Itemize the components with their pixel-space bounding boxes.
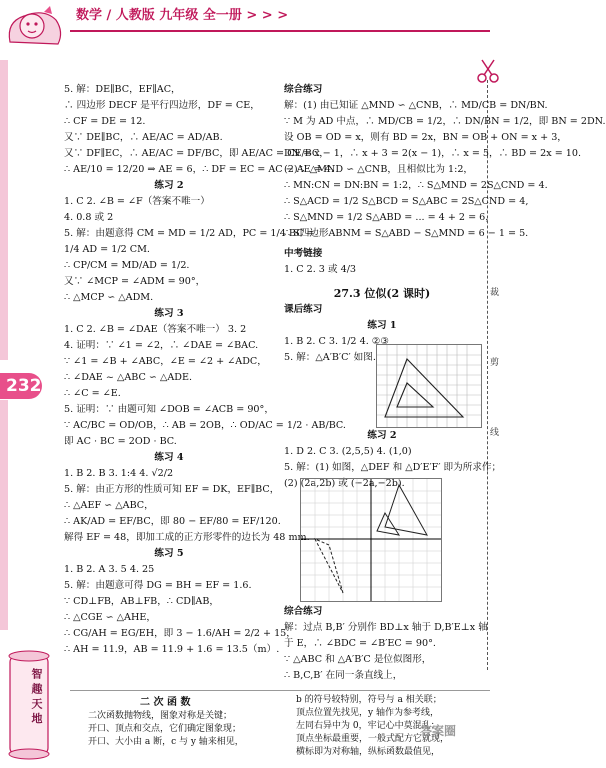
text-line: 1. C 2. 3 或 4/3 — [284, 264, 357, 275]
text-line: 4. 证明：∵ ∠1 = ∠2，∴ ∠DAE = ∠BAC. — [64, 340, 259, 351]
text-line: ∴ ∠C = ∠E. — [64, 388, 121, 399]
text-line: 4. 0.8 或 2 — [64, 212, 114, 223]
cut-line — [487, 80, 488, 670]
text-line: ∵ CD⊥FB，AB⊥FB，∴ CD∥AB， — [64, 596, 219, 607]
text-line: 1. B 2. B 3. 1:4 4. √2/2 — [64, 468, 174, 479]
text-line: ∴ AK/AD = EF/BC，即 80 − EF/80 = EF/120. — [64, 516, 281, 527]
page-number: 232 — [0, 373, 42, 399]
text-line: 设 OB = OD = x，则有 BD = 2x，BN = OB + ON = x + 3， — [284, 132, 567, 143]
footer-line: 开口、大小由 a 断，c 与 y 轴来相见， — [88, 737, 244, 747]
footer-line: 横标即为对称轴，纵标函数最值见， — [296, 747, 441, 757]
text-line: 1/4 AD = 1/2 CM. — [64, 244, 150, 255]
scroll-text: 智 趣 天 地 — [30, 668, 43, 724]
text-line: DN = x − 1，∴ x + 3 = 2(x − 1)，∴ x = 5，∴ BD = 2x = 10. — [284, 148, 582, 159]
text-line: 1. B 2. C 3. 1/2 4. ②③ — [284, 336, 389, 347]
right-column-bottom — [284, 604, 488, 684]
text-line: 解：(1) 由已知证 △MND ∽ △CNB，∴ MD/CB = DN/BN. — [284, 100, 548, 111]
text-line: 1. B 2. A 3. 5 4. 25 — [64, 564, 155, 575]
footer-separator — [70, 690, 490, 691]
text-line: 5. 解：△A′B′C′ 如图. — [284, 352, 376, 363]
text-line: 5. 解：由题意可得 DG = BH = EF = 1.6. — [64, 580, 252, 591]
footer-line: 左同右异中为 0，牢记心中莫混乱； — [296, 721, 440, 731]
text-line: ∴ ∠DAE ~ △ABC ∽ △ADE. — [64, 372, 193, 383]
side-decoration-bottom — [0, 400, 8, 630]
scissors-icon — [477, 58, 499, 84]
text-line: (2) (2a,2b) 或 (−2a,−2b). — [284, 478, 405, 489]
section-heading: 练习 5 — [154, 548, 184, 559]
text-line: 于 E，∴ ∠BDC = ∠B′EC = 90°. — [284, 638, 436, 649]
footer-line: 顶点位置先找见，y 轴作为参考线， — [296, 708, 439, 718]
text-line: 1. C 2. ∠B = ∠DAE（答案不唯一） 3. 2 — [64, 324, 247, 335]
side-decoration-top — [0, 60, 8, 360]
text-line: ∴ AH = 11.9，AB = 11.9 + 1.6 = 13.5（m）. — [64, 644, 280, 655]
figure-grid-1 — [376, 344, 482, 428]
side-label-line: 线 — [490, 428, 500, 438]
footer-line: b 的符号较特别，符号与 a 相关联； — [296, 695, 442, 705]
section-heading: 练习 2 — [154, 180, 184, 191]
text-line: 又∵ DE∥BC，∴ AE/AC = AD/AB. — [64, 132, 223, 143]
text-line: ∵ M 为 AD 中点，∴ MD/CB = 1/2，∴ DN/BN = 1/2，即 BN = 2DN. — [284, 116, 606, 127]
side-label-scissors: 剪 — [490, 358, 500, 368]
text-line: 1. D 2. C 3. (2,5,5) 4. (1,0) — [284, 446, 412, 457]
text-line: ∴ CP/CM = MD/AD = 1/2. — [64, 260, 190, 271]
side-label-cut: 裁 — [490, 288, 500, 298]
section-heading: 练习 1 — [367, 320, 397, 331]
text-line: 又∵ DF∥EC，∴ AE/AC = DF/BC，即 AE/AC = CE/BC， — [64, 148, 329, 159]
text-line: ∴ △MCP ∽ △ADM. — [64, 292, 154, 303]
text-line: ∴ S△MND = 1/2 S△ABD = ... = 4 + 2 = 6， — [284, 212, 495, 223]
text-line: ∴ △AEF ∽ △ABC， — [64, 500, 154, 511]
text-line: ∴ MN:CN = DN:BN = 1:2，∴ S△MND = 2S△CND = 4. — [284, 180, 548, 191]
footer-line: 开口、顶点和交点，它们确定图象现； — [88, 724, 242, 734]
text-line: ∴ CF = DE = 12. — [64, 116, 146, 127]
section-heading: 综合练习 — [284, 606, 323, 617]
footer-title: 二 次 函 数 — [140, 697, 191, 708]
text-line: 又∵ ∠MCP = ∠ADM = 90°， — [64, 276, 206, 287]
section-heading: 课后练习 — [284, 304, 323, 315]
text-line: 5. 解：DE∥BC，EF∥AC， — [64, 84, 181, 95]
section-heading: 练习 2 — [367, 430, 397, 441]
header-rule — [70, 30, 490, 32]
section-heading: 中考链接 — [284, 248, 323, 259]
text-line: ∴ 四边形 DECF 是平行四边形，DF = CE， — [64, 100, 260, 111]
text-line: ∴ S四边形ABNM = S△ABD − S△MND = 6 − 1 = 5. — [284, 228, 529, 239]
right-column-top — [284, 82, 606, 242]
text-line: ∴ B,C,B′ 在同一条直线上， — [284, 670, 403, 681]
text-line: ∵ ∠1 = ∠B + ∠ABC，∠E = ∠2 + ∠ADC， — [64, 356, 267, 367]
text-line: 解：过点 B,B′ 分别作 BD⊥x 轴于 D,B′E⊥x 轴 — [284, 622, 488, 633]
text-line: 即 AC · BC = 2OD · BC. — [64, 436, 177, 447]
text-line: (2) ∵ △MND ∽ △CNB，且相似比为 1:2， — [284, 164, 474, 175]
text-line: ∵ △ABC 和 △A′B′C 是位似图形， — [284, 654, 432, 665]
section-heading: 综合练习 — [284, 84, 323, 95]
mascot-illustration — [4, 2, 66, 54]
text-line: ∴ AE/10 = 12/20 ⇒ AE = 6，∴ DF = EC = AC − AE = 4. — [64, 164, 334, 175]
section-heading: 练习 3 — [154, 308, 184, 319]
text-line: 5. 解：由正方形的性质可知 EF = DK，EF∥BC， — [64, 484, 280, 495]
text-line: 5. 解：由题意得 CM = MD = 1/2 AD，PC = 1/4 BC = — [64, 228, 315, 239]
text-line: 5. 解：(1) 如图，△DEF 和 △D′E′F′ 即为所求作； — [284, 462, 502, 473]
footer-line: 二次函数抛物线，图象对称是关键； — [88, 711, 233, 721]
section-heading: 练习 4 — [154, 452, 184, 463]
watermark: 答案圈 — [420, 724, 457, 738]
text-line: ∴ △CGE ∽ △AHE， — [64, 612, 156, 623]
text-line: 解得 EF = 48，即加工成的正方形零件的边长为 48 mm. — [64, 532, 310, 543]
chapter-heading: 27.3 位似(2 课时) — [333, 287, 431, 300]
text-line: ∴ CG/AH = EG/EH，即 3 − 1.6/AH = 2/2 + 15， — [64, 628, 296, 639]
text-line: ∴ S△ACD = 1/2 S△BCD = S△ABC = 2S△CND = 4, — [284, 196, 529, 207]
text-line: 5. 证明：∵ 由题可知 ∠DOB = ∠ACB = 90°， — [64, 404, 274, 415]
footer-left — [88, 710, 244, 749]
figure-grid-2 — [300, 478, 442, 602]
header-title: 数学 / 人教版 九年级 全一册 > > > — [76, 8, 289, 23]
text-line: 1. C 2. ∠B = ∠F（答案不唯一） — [64, 196, 210, 207]
footer-line: 顶点坐标最重要，一般式配方它就现， — [296, 734, 450, 744]
text-line: ∵ AC/BC = OD/OB，∴ AB = 2OB，∴ OD/AC = 1/2 · AB/BC. — [64, 420, 346, 431]
